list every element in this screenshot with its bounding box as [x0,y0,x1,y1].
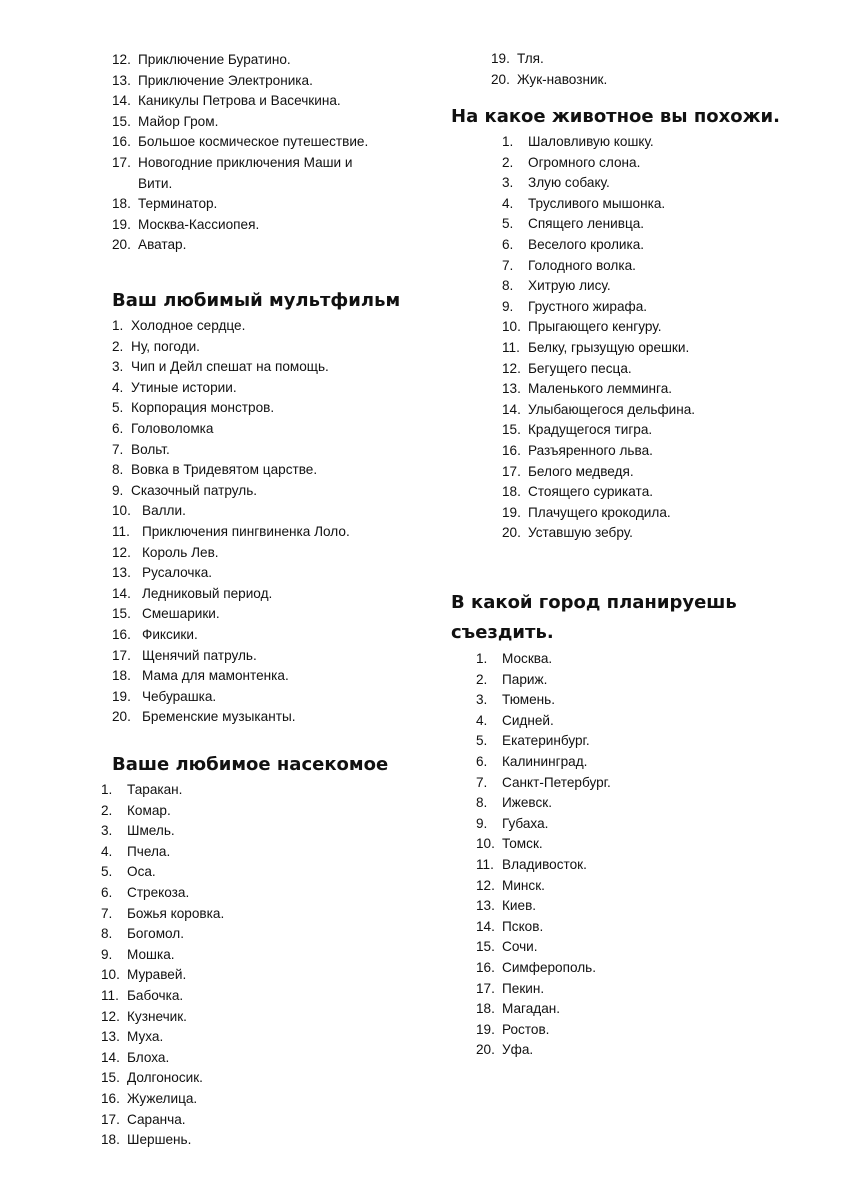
list-item-number: 5. [476,733,488,749]
list-item-number: 3. [101,823,113,839]
list-item-text: Русалочка. [142,565,213,581]
list-item-text: Ростов. [502,1021,550,1037]
insects-list-item [491,70,791,91]
animals-list-item [502,235,802,256]
cities-list-item [476,917,776,938]
cities-list-item [476,937,776,958]
list-item-number: 2. [502,154,514,170]
list-item-text: Каникулы Петрова и Васечкина. [138,93,341,109]
list-item-number: 5. [502,216,514,232]
insects-list-item [101,1068,421,1089]
list-item-number: 4. [502,195,514,211]
list-item-text: Прыгающего кенгуру. [528,319,662,335]
animals-list-item [502,441,802,462]
insects-list-item [101,965,421,986]
list-item-number: 16. [112,626,131,642]
insects-list-item [491,49,791,70]
list-item-text: Щенячий патруль. [142,647,257,663]
list-item-number: 3. [112,359,124,375]
list-item-number: 13. [101,1029,120,1045]
cartoons-list-item [112,316,432,337]
list-item-text: Екатеринбург. [502,733,590,749]
cartoons-list-item [112,604,432,625]
cartoons-list-item [112,357,432,378]
list-item-number: 20. [112,709,131,725]
list-item-text: Долгоносик. [127,1070,203,1086]
list-item-text: Головоломка [131,420,214,436]
animals-list-item [502,462,802,483]
list-item-text: Вити. [138,175,173,191]
list-item-text: Оса. [127,864,156,880]
list-item-number: 8. [101,926,113,942]
cartoons-list-item [112,419,432,440]
list-item-text: Фиксики. [142,626,198,642]
list-item-number: 9. [502,298,514,314]
insects-list-item [101,945,421,966]
list-item-text: Пчела. [127,843,171,859]
list-item-text: Злую собаку. [528,175,610,191]
list-item-number: 4. [101,843,113,859]
films-list-item [112,153,432,174]
animals-list-item [502,153,802,174]
list-item-number: 17. [476,980,495,996]
list-item-text: Божья коровка. [127,905,225,921]
cities-list-item [476,1040,776,1061]
list-item-number: 18. [101,1132,120,1148]
list-item-number: 5. [112,400,124,416]
list-item-number: 7. [112,441,124,457]
cities-list-item [476,731,776,752]
list-item-text: Москва. [502,651,553,666]
list-item-text: Калининград. [502,753,588,769]
insects-list-item [101,780,421,801]
list-item-number: 15. [112,113,131,129]
list-item-text: Богомол. [127,926,185,942]
list-item-number: 11. [112,523,130,539]
list-item-number: 5. [101,864,113,880]
list-item-text: Улыбающегося дельфина. [528,401,696,417]
list-item-number: 15. [476,939,495,955]
list-item-text: Веселого кролика. [528,236,645,252]
animals-list-item [502,132,802,153]
cartoons-list-item [112,522,432,543]
cities-heading-line1: В какой город планируешь [451,592,737,613]
list-item-text: Белого медведя. [528,463,634,479]
list-item-text: Магадан. [502,1001,561,1017]
list-item-number: 6. [112,420,124,436]
list-item-number: 9. [476,815,488,831]
list-item-text: Новогодние приключения Маши и [138,154,353,170]
cartoons-list-item [112,460,432,481]
list-item-number: 1. [112,318,124,333]
animals-list-item [502,256,802,277]
list-item-text: Валли. [142,503,186,519]
list-item-number: 2. [101,802,113,818]
list-item-text: Вовка в Тридевятом царстве. [131,462,318,478]
list-item-number: 18. [476,1001,495,1017]
cities-list-item [476,814,776,835]
list-item-text: Большое космическое путешествие. [138,134,369,150]
cities-list-item [476,670,776,691]
list-item-number: 10. [112,503,131,519]
list-item-number: 16. [476,959,495,975]
list-item-number: 17. [112,647,131,663]
list-item-text: Таракан. [127,782,183,797]
list-item-text: Спящего ленивца. [528,216,645,232]
insects-list [101,780,421,1151]
list-item-text: Бегущего песца. [528,360,632,376]
list-item-number: 17. [101,1111,120,1127]
cities-list-item [476,999,776,1020]
cartoons-list-item [112,666,432,687]
animals-list-item [502,276,802,297]
cartoons-list-item [112,398,432,419]
list-item-number: 6. [502,236,514,252]
list-item-text: Блоха. [127,1049,170,1065]
list-item-text: Томск. [502,836,543,852]
list-item-number: 8. [502,278,514,294]
list-item-text: Голодного волка. [528,257,636,273]
list-item-number: 17. [502,463,521,479]
cities-list-item [476,1020,776,1041]
cartoons-list-item [112,501,432,522]
list-item-number: 12. [476,877,495,893]
cities-list-item [476,834,776,855]
animals-list-item [502,400,802,421]
list-item-text: Шаловливую кошку. [528,134,654,149]
cartoons-list-item [112,337,432,358]
animals-list-item [502,379,802,400]
list-item-number: 18. [112,196,131,212]
films-list-item [112,50,432,71]
animals-list-item [502,359,802,380]
cities-list-item [476,649,776,670]
cartoons-list-item [112,646,432,667]
list-item-number: 16. [101,1090,120,1106]
list-item-text: Хитрую лису. [528,278,611,294]
cartoons-list-item [112,584,432,605]
list-item-number: 11. [502,339,520,355]
animals-list-item [502,214,802,235]
insects-list-item [101,904,421,925]
cities-list [476,649,776,1061]
list-item-number: 12. [112,544,131,560]
list-item-text: Ледниковый период. [142,585,273,601]
list-item-number: 12. [502,360,521,376]
list-item-text: Терминатор. [138,196,218,212]
list-item-number: 13. [112,72,131,88]
cities-list-item [476,752,776,773]
cartoons-heading: Ваш любимый мультфильм [112,290,401,311]
animals-list-item [502,297,802,318]
list-item-text: Шершень. [127,1132,192,1148]
list-item-number: 19. [112,688,131,704]
list-item-number: 7. [476,774,488,790]
animals-list-item [502,420,802,441]
list-item-text: Белку, грызущую орешки. [528,339,690,355]
cities-list-item [476,876,776,897]
list-item-text: Шмель. [127,823,175,839]
list-item-number: 1. [476,651,488,666]
list-item-number: 7. [101,905,113,921]
list-item-number: 4. [112,379,124,395]
insects-list-item [101,883,421,904]
list-item-text: Пекин. [502,980,545,996]
list-item-text: Сидней. [502,712,554,728]
list-item-text: Ижевск. [502,795,553,811]
list-item-number: 13. [476,898,495,914]
list-item-number: 17. [112,154,131,170]
list-item-text: Аватар. [138,237,187,253]
list-item-number: 7. [502,257,514,273]
list-item-number: 6. [476,753,488,769]
cartoons-list-item [112,440,432,461]
list-item-text: Муравей. [127,967,187,983]
list-item-number: 19. [491,51,510,66]
list-item-text: Чебурашка. [142,688,217,704]
list-item-text: Приключение Буратино. [138,52,291,67]
cartoons-list-item [112,707,432,728]
list-item-text: Бременские музыканты. [142,709,296,725]
insects-list-item [101,1048,421,1069]
list-item-text: Приключения пингвиненка Лоло. [142,523,350,539]
list-item-text: Симферополь. [502,959,597,975]
list-item-text: Сказочный патруль. [131,482,258,498]
list-item-text: Крадущегося тигра. [528,422,653,438]
list-item-text: Бабочка. [127,987,184,1003]
cities-list-item [476,690,776,711]
list-item-number: 18. [112,668,131,684]
list-item-text: Москва-Кассиопея. [138,216,260,232]
animals-list-item [502,173,802,194]
insects-list-item [101,801,421,822]
list-item-text: Париж. [502,671,548,687]
list-item-text: Муха. [127,1029,164,1045]
list-item-number: 10. [502,319,521,335]
list-item-text: Мама для мамонтенка. [142,668,289,684]
cities-list-item [476,896,776,917]
cities-list-item [476,793,776,814]
list-item-number: 1. [101,782,113,797]
list-item-text: Жук-навозник. [517,71,608,87]
insects-list-item [101,821,421,842]
list-item-number: 20. [491,71,510,87]
list-item-number: 2. [112,338,124,354]
cities-list-item [476,773,776,794]
animals-list-item [502,503,802,524]
list-item-number: 20. [476,1042,495,1058]
list-item-number: 6. [101,884,113,900]
animals-list-item [502,317,802,338]
list-item-text: Жужелица. [127,1090,198,1106]
list-item-number: 11. [476,856,494,872]
list-item-number: 13. [112,565,131,581]
cartoons-list-item [112,378,432,399]
list-item-number: 10. [476,836,495,852]
list-item-number: 8. [476,795,488,811]
cartoons-list-item [112,563,432,584]
list-item-text: Ну, погоди. [131,338,200,354]
cartoons-list-item [112,625,432,646]
animals-heading: На какое животное вы похожи. [451,106,780,127]
list-item-text: Уфа. [502,1042,534,1058]
list-item-number: 14. [112,93,131,109]
list-item-text: Корпорация монстров. [131,400,275,416]
list-item-number: 2. [476,671,488,687]
list-item-text: Тюмень. [502,692,556,708]
list-item-text: Приключение Электроника. [138,72,313,88]
insects-heading: Ваше любимое насекомое [112,754,389,775]
animals-list-item [502,338,802,359]
cartoons-list [112,316,432,728]
list-item-number: 12. [101,1008,120,1024]
cities-list-item [476,855,776,876]
cities-heading-line2: съездить. [451,622,554,643]
list-item-number: 19. [112,216,131,232]
list-item-number: 15. [101,1070,120,1086]
list-item-text: Стрекоза. [127,884,190,900]
cartoons-list-item [112,687,432,708]
list-item-text: Стоящего сурикатa. [528,484,654,500]
list-item-text: Плачущего крокодила. [528,504,671,520]
list-item-text: Смешарики. [142,606,220,622]
list-item-text: Уставшую зебру. [528,525,633,541]
list-item-text: Тля. [517,51,544,66]
list-item-number: 15. [502,422,521,438]
films-list-item [112,174,432,195]
list-item-number: 3. [476,692,488,708]
insects-list-item [101,1130,421,1151]
list-item-text: Владивосток. [502,856,587,872]
list-item-number: 20. [502,525,521,541]
list-item-number: 1. [502,134,514,149]
list-item-number: 8. [112,462,124,478]
list-item-number: 13. [502,381,521,397]
animals-list-item [502,523,802,544]
list-item-number: 12. [112,52,131,67]
films-list-item [112,132,432,153]
list-item-text: Холодное сердце. [131,318,246,333]
list-item-number: 18. [502,484,521,500]
list-item-number: 20. [112,237,131,253]
list-item-text: Губаха. [502,815,549,831]
cities-list-item [476,979,776,1000]
list-item-text: Сочи. [502,939,538,955]
list-item-number: 11. [101,987,119,1003]
films-list-item [112,194,432,215]
films-list-continued [112,50,432,256]
list-item-text: Санкт-Петербург. [502,774,611,790]
films-list-item [112,91,432,112]
insects-list-item [101,842,421,863]
list-item-number: 3. [502,175,514,191]
list-item-text: Псков. [502,918,544,934]
films-list-item [112,112,432,133]
list-item-text: Киев. [502,898,537,914]
films-list-item [112,71,432,92]
cartoons-list-item [112,543,432,564]
list-item-number: 4. [476,712,488,728]
list-item-text: Минск. [502,877,545,893]
list-item-number: 10. [101,967,120,983]
list-item-number: 16. [112,134,131,150]
list-item-number: 14. [101,1049,120,1065]
cities-list-item [476,958,776,979]
insects-list-item [101,1110,421,1131]
list-item-number: 9. [112,482,124,498]
list-item-text: Комар. [127,802,171,818]
list-item-text: Король Лев. [142,544,219,560]
list-item-number: 19. [502,504,521,520]
list-item-text: Вольт. [131,441,170,457]
list-item-number: 15. [112,606,131,622]
films-list-item [112,215,432,236]
cities-list-item [476,711,776,732]
list-item-text: Чип и Дейл спешат на помощь. [131,359,329,375]
list-item-text: Маленького лемминга. [528,381,673,397]
list-item-text: Саранча. [127,1111,186,1127]
cartoons-list-item [112,481,432,502]
list-item-number: 19. [476,1021,495,1037]
list-item-text: Разъяренного льва. [528,442,653,458]
insects-list-continued [491,49,791,90]
list-item-number: 16. [502,442,521,458]
list-item-number: 14. [476,918,495,934]
list-item-text: Майор Гром. [138,113,219,129]
animals-list [502,132,802,544]
insects-list-item [101,862,421,883]
insects-list-item [101,1089,421,1110]
list-item-number: 14. [112,585,131,601]
list-item-text: Кузнечик. [127,1008,187,1024]
list-item-text: Огромного слона. [528,154,641,170]
list-item-text: Грустного жирафа. [528,298,648,314]
list-item-number: 14. [502,401,521,417]
list-item-number: 9. [101,946,113,962]
list-item-text: Трусливого мышонка. [528,195,666,211]
insects-list-item [101,924,421,945]
insects-list-item [101,1007,421,1028]
films-list-item [112,235,432,256]
list-item-text: Утиные истории. [131,379,237,395]
insects-list-item [101,1027,421,1048]
animals-list-item [502,194,802,215]
animals-list-item [502,482,802,503]
list-item-text: Мошка. [127,946,175,962]
insects-list-item [101,986,421,1007]
